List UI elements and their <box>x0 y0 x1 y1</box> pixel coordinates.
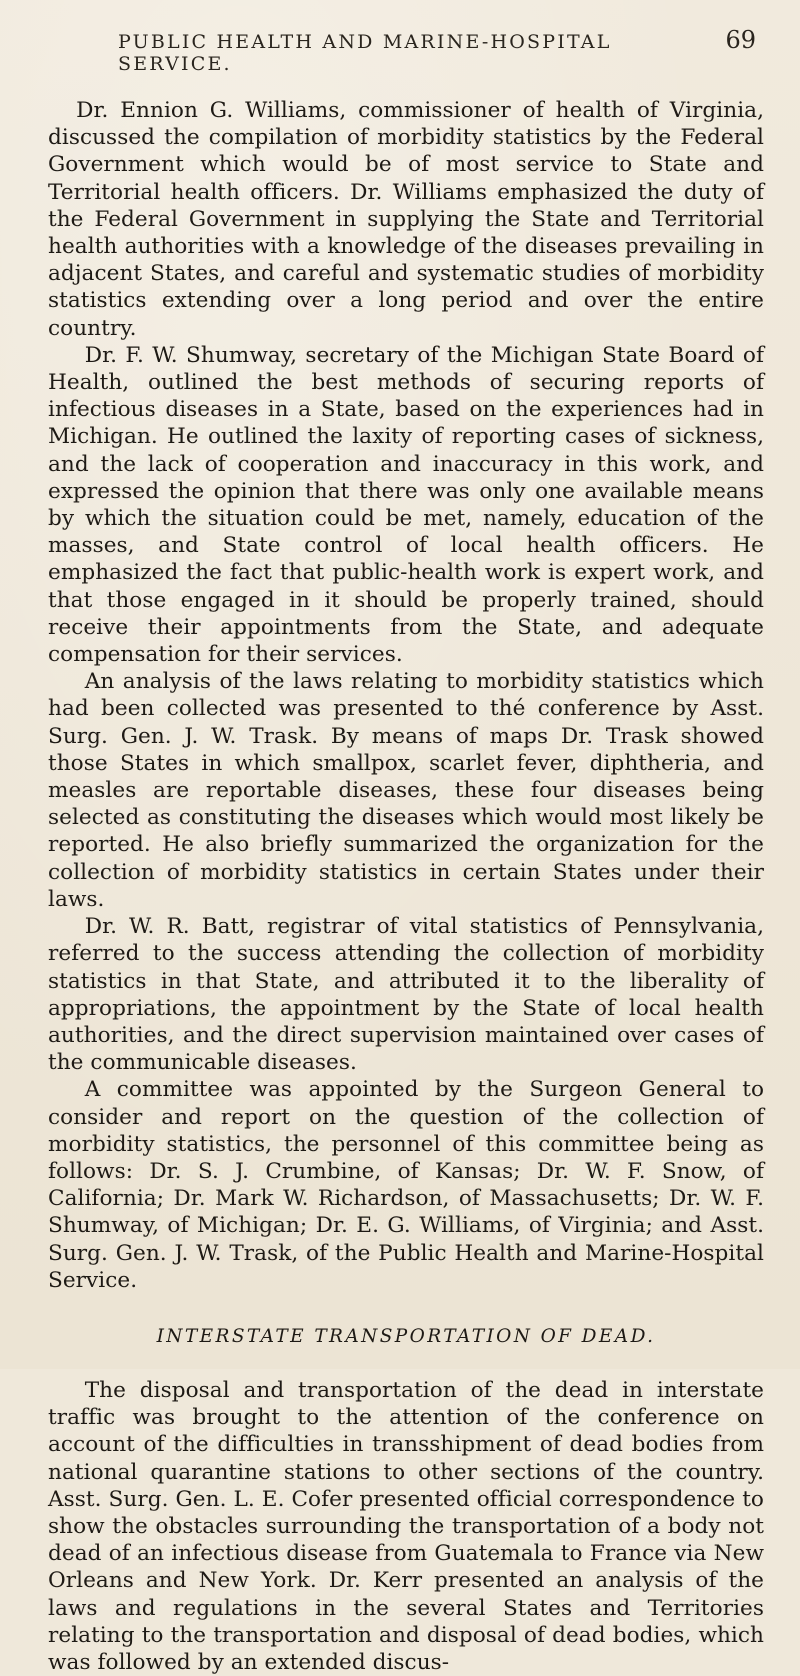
paragraph-shumway: Dr. F. W. Shumway, secretary of the Michigan State Board of Health, outlined the best methods of securing reports of infectious diseases in a State, based on the experiences had in Michigan. He outlined the laxity of reporting cases of sickness, and the lack of cooperation and inaccuracy in this work, and expressed the opinion that there was only one available means by which the situation could be met, namely, education of the masses, and State control of local health officers. He emphasized the fact that public-health work is expert work, and that those engaged in it should be properly trained, should receive their appointments from the State, and adequate compensation for their services. <box>48 342 764 668</box>
paragraph-committee: A committee was appointed by the Surgeon General to consider and report on the question of the collection of morbidity statistics, the personnel of this committee being as follows: Dr. S. J. Crumbine, of Kansas; Dr. W. F. Snow, of California; Dr. Mark W. Richardson, of Massachusetts; Dr. W. F. Shumway, of Michigan; Dr. E. G. Williams, of Virginia; and Asst. Surg. Gen. J. W. Trask, of the Public Health and Marine-Hospital Service. <box>48 1077 764 1293</box>
running-title: PUBLIC HEALTH AND MARINE-HOSPITAL SERVICE. <box>118 31 612 75</box>
paragraph-batt: Dr. W. R. Batt, registrar of vital statistics of Pennsylvania, referred to the success attending the collection of morbidity statistics in that State, and attributed it to the liberality of appropriations, the appointment by the State of local health authorities, and the direct supervision maintained over cases of the communicable diseases. <box>48 914 764 1076</box>
paragraph-williams: Dr. Ennion G. Williams, commissioner of health of Virginia, discussed the compilation of morbidity statistics by the Federal Government which would be of most service to State and Territorial health officers. Dr. Williams emphasized the duty of the Federal Government in supplying the State and Territorial health authorities with a knowledge of the diseases prevailing in adjacent States, and careful and systematic studies of morbidity statistics extending over a long period and over the entire country. <box>48 98 764 341</box>
page-number: 69 <box>725 26 756 54</box>
paragraph-trask: An analysis of the laws relating to morbidity statistics which had been collected was presented to thé conference by Asst. Surg. Gen. J. W. Trask. By means of maps Dr. Trask showed those States in which smallpox, scarlet fever, diphtheria, and measles are reportable diseases, these four diseases being selected as constituting the diseases which would most likely be reported. He also briefly summarized the organization for the collection of morbidity statistics in certain States under their laws. <box>48 669 764 912</box>
section-heading: INTERSTATE TRANSPORTATION OF DEAD. <box>156 1325 656 1347</box>
paragraph-transportation: The disposal and transportation of the dead in interstate traffic was brought to the attention of the conference on account of the difficulties in transshipment of dead bodies from national quarantine stations to other sections of the country. Asst. Surg. Gen. L. E. Cofer presented official correspondence to show the obstacles surrounding the transportation of a body not dead of an infectious disease from Guatemala to France via New Orleans and New York. Dr. Kerr presented an analysis of the laws and regulations in the several States and Territories relating to the transportation and disposal of dead bodies, which was followed by an extended discus- <box>48 1377 764 1675</box>
running-header <box>118 26 764 75</box>
